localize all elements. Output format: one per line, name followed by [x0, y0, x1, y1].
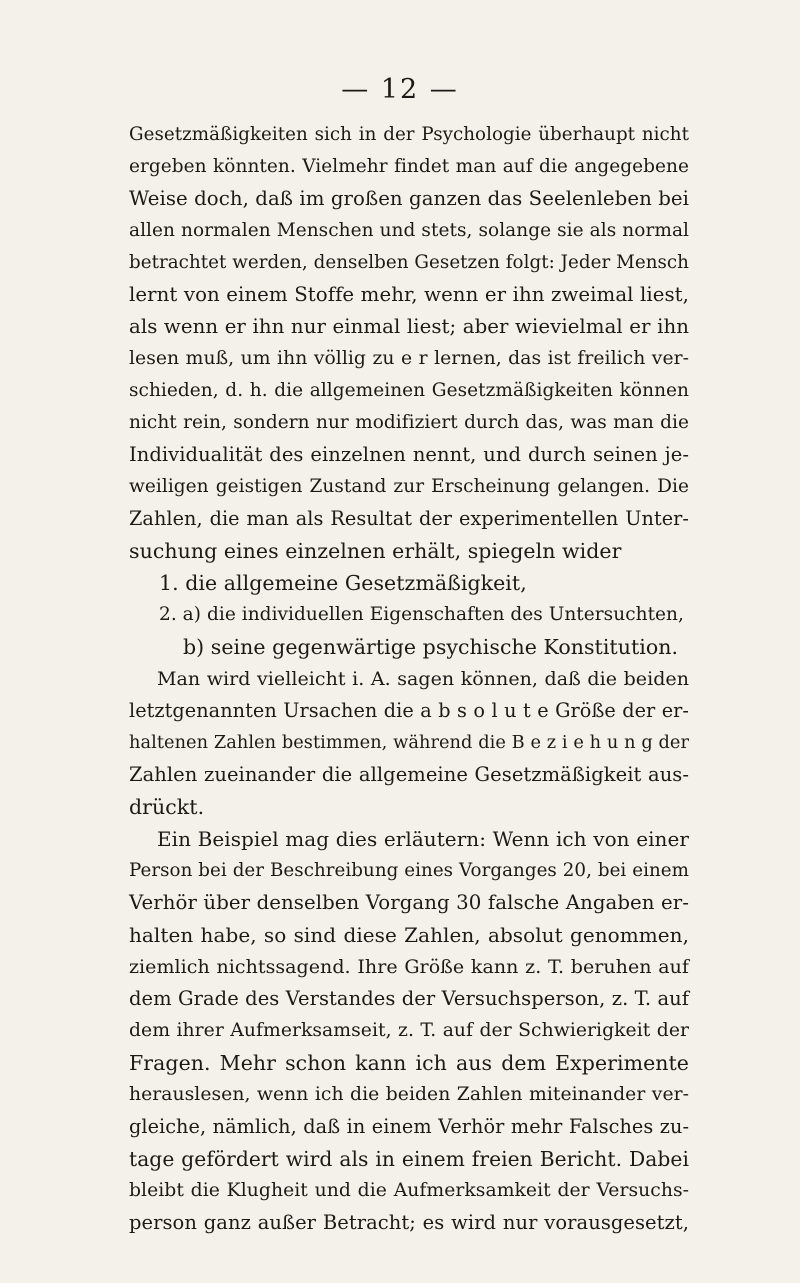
- text-line: allen normalen Menschen und stets, solange sie als normal: [129, 220, 689, 241]
- text-line: Individualität des einzelnen nennt, und durch seinen je-: [129, 443, 689, 466]
- text-line: dem Grade des Verstandes der Versuchsperson, z. T. auf: [129, 987, 689, 1010]
- text-line: person ganz außer Betracht; es wird nur vorausgesetzt,: [129, 1211, 689, 1234]
- text-line: weiligen geistigen Zustand zur Erscheinung gelangen. Die: [129, 476, 689, 497]
- text-line: Verhör über denselben Vorgang 30 falsche Angaben er-: [129, 891, 689, 914]
- text-line: drückt.: [129, 795, 205, 819]
- list-item: b) seine gegenwärtige psychische Konstitution.: [183, 635, 679, 659]
- text-line: Man wird vielleicht i. A. sagen können, daß die beiden: [157, 668, 689, 690]
- text-line: gleiche, nämlich, daß in einem Verhör mehr Falsches zu-: [129, 1115, 689, 1138]
- list-item: 2. a) die individuellen Eigenschaften des Untersuchten,: [159, 604, 684, 625]
- text-line: dem ihrer Aufmerksamseit, z. T. auf der Schwierigkeit der: [129, 1020, 689, 1041]
- text-line: Zahlen, die man als Resultat der experimentellen Unter-: [129, 507, 689, 530]
- text-line: herauslesen, wenn ich die beiden Zahlen miteinander ver-: [129, 1084, 689, 1105]
- text-line: lernt von einem Stoffe mehr, wenn er ihn zweimal liest,: [129, 283, 689, 306]
- text-line: haltenen Zahlen bestimmen, während die B e z i e h u n g der: [129, 733, 689, 753]
- text-line: letztgenannten Ursachen die a b s o l u t e Größe der er-: [129, 699, 689, 722]
- page-number: — 12 —: [341, 74, 459, 105]
- text-line: Fragen. Mehr schon kann ich aus dem Experimente: [129, 1051, 689, 1075]
- text-line: Weise doch, daß im großen ganzen das Seelenleben bei: [129, 187, 689, 210]
- text-line: ergeben könnten. Vielmehr findet man auf die angegebene: [129, 156, 689, 177]
- text-line: betrachtet werden, denselben Gesetzen folgt: Jeder Mensch: [129, 252, 689, 273]
- text-line: bleibt die Klugheit und die Aufmerksamkeit der Versuchs-: [129, 1180, 689, 1201]
- text-line: Ein Beispiel mag dies erläutern: Wenn ich von einer: [157, 827, 689, 851]
- text-line: Zahlen zueinander die allgemeine Gesetzmäßigkeit aus-: [129, 763, 689, 786]
- text-line: suchung eines einzelnen erhält, spiegeln wider: [129, 539, 622, 563]
- text-line: halten habe, so sind diese Zahlen, absolut genommen,: [129, 923, 689, 947]
- text-line: lesen muß, um ihn völlig zu e r lernen, das ist freilich ver-: [129, 348, 689, 369]
- body-text: [129, 119, 689, 1239]
- text-line: ziemlich nichtssagend. Ihre Größe kann z. T. beruhen auf: [129, 956, 689, 978]
- text-line: als wenn er ihn nur einmal liest; aber wievielmal er ihn: [129, 315, 689, 338]
- text-line: tage gefördert wird als in einem freien Bericht. Dabei: [129, 1147, 689, 1171]
- text-line: Person bei der Beschreibung eines Vorganges 20, bei einem: [129, 860, 689, 881]
- text-line: schieden, d. h. die allgemeinen Gesetzmäßigkeiten können: [129, 380, 689, 401]
- list-item: 1. die allgemeine Gesetzmäßigkeit,: [159, 571, 527, 595]
- text-line: Gesetzmäßigkeiten sich in der Psychologie überhaupt nicht: [129, 124, 689, 145]
- text-line: nicht rein, sondern nur modifiziert durch das, was man die: [129, 412, 689, 433]
